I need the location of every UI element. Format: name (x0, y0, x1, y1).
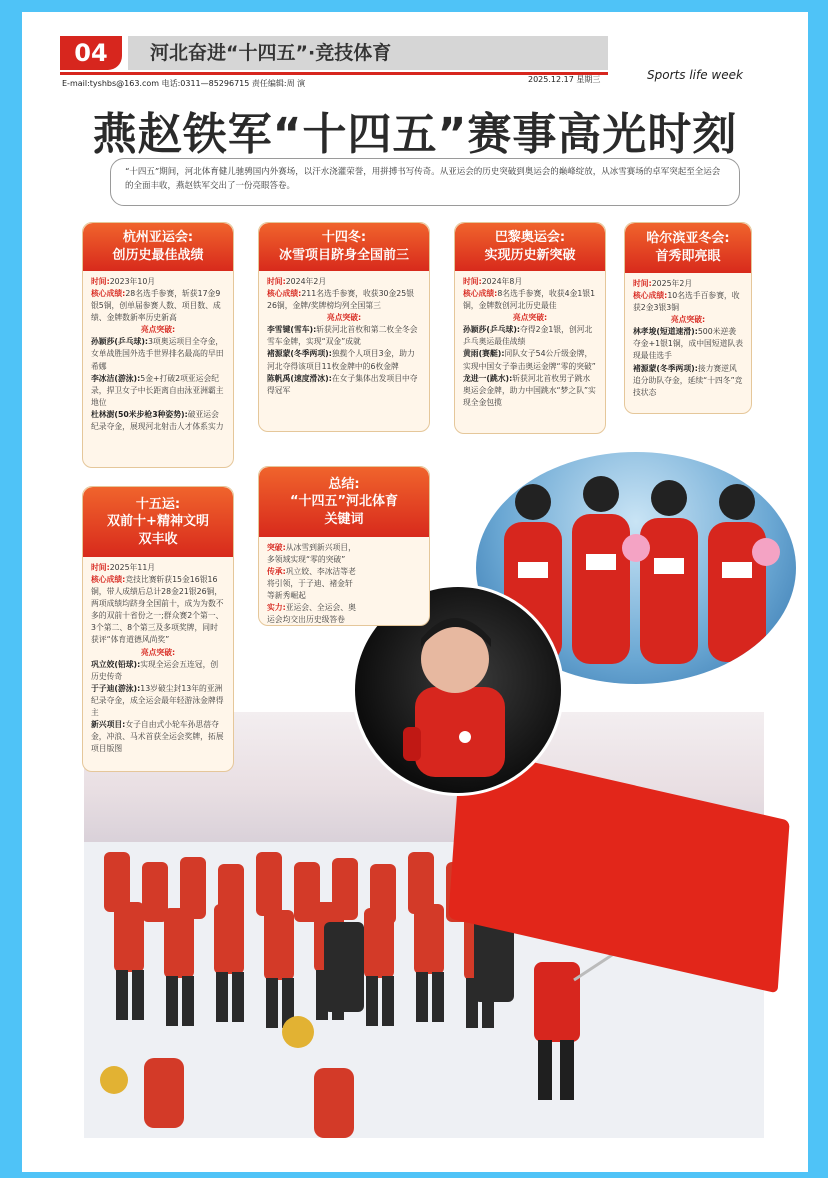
line-text: 斩获河北首枚和第二枚全冬会雪车金牌，实现“双金”成就 (267, 325, 418, 347)
line-text: 5金+打破2项亚运会纪录，捍卫女子中长距离自由泳亚洲霸主地位 (91, 373, 224, 407)
line-text: 8名选手参赛，收获4金1银1铜，金牌数创河北历史最佳 (463, 289, 596, 311)
line-label: 时间: (633, 279, 652, 288)
card-header (625, 223, 751, 273)
card-title-1: 总结: (328, 476, 360, 492)
athlete-name: 孙颖莎(乒乓球): (463, 325, 521, 335)
card-title-2: 实现历史新突破 (484, 248, 576, 263)
athlete-name: 巩立姣(铅球): (91, 659, 141, 669)
line-text: 从冰雪到新兴项目，多领域实现“零的突破” (267, 543, 356, 565)
athlete-name: 褚源蒙(冬季两项): (633, 363, 698, 373)
line-text: 3项奥运项目全夺金，女单战胜国外选手世界排名最高的早田希娜 (91, 337, 224, 371)
line-text: 接力赛逆风追分助队夺金，延续“十四冬”竞技状态 (633, 363, 743, 397)
line-label: 核心成绩: (463, 289, 498, 299)
line-label: 时间: (91, 563, 110, 572)
athlete-name: 褚源蒙(冬季两项): (267, 349, 332, 359)
line-text: 2025年2月 (651, 279, 693, 288)
line-label: 实力: (267, 603, 286, 613)
line-text: 巩立姣、李冰洁等老将引领，于子迪、褚金轩等新秀崛起 (267, 567, 356, 601)
athlete-name: 杜林澍(50米步枪3种姿势): (91, 409, 188, 419)
card-15th-games (82, 486, 234, 772)
card-content (83, 557, 233, 760)
card-title-1: 杭州亚运会: (122, 230, 194, 246)
card-title-1: 十五运: (135, 496, 181, 512)
card-header (83, 487, 233, 557)
card-content (83, 271, 233, 438)
card-header (455, 223, 605, 271)
line-label: 核心成绩: (267, 289, 302, 299)
card-paris (454, 222, 606, 434)
line-text: 斩获河北首枚男子跳水奥运会金牌，助力中国跳水“梦之队”实现全金包揽 (463, 373, 596, 407)
line-label: 核心成绩: (91, 289, 126, 299)
highlight-heading: 亮点突破: (512, 313, 548, 323)
line-label: 传承: (267, 567, 286, 577)
intro-paragraph: “十四五”期间，河北体育健儿驰骋国内外赛场，以汗水浇灌荣誉，用拼搏书写传奇。从亚运会的历史突破到奥运会的巅峰绽放，从冰雪赛场的卓军突起至全运会的全面丰收，燕赵铁军交出了一份亮眼答卷。 (110, 158, 740, 206)
card-14th-winter (258, 222, 430, 432)
line-label: 核心成绩: (633, 291, 668, 301)
card-hangzhou (82, 222, 234, 468)
athlete-name: 陈帆禹(速度滑冰): (267, 373, 332, 383)
line-text: 女子自由式小轮车孙思蓓夺金，冲浪、马术首获全运会奖牌，拓展项目版图 (91, 720, 224, 754)
athlete-name: 李雪键(雪车): (267, 325, 317, 335)
line-text: 500米逆袭夺金+1银1铜，成中国短道队表现最佳选手 (633, 327, 744, 361)
line-text: 实现全运会五连冠，创历史传奇 (91, 659, 219, 681)
athlete-name: 于子迪(游泳): (91, 683, 141, 693)
line-text: 夺得2金1银，创河北乒乓奥运最佳战绩 (463, 325, 593, 347)
line-text: 竞技比赛斩获15金16银16铜，带人成绩后总计28金21银26铜，两项成绩均跻身全国前十，成为为数不多的双前十省份之一;群众赛2个第一、3个第二、8个第三及多项奖牌，同时获评“体育道德风尚奖” (91, 575, 224, 645)
section-title: 河北奋进“十四五”·竞技体育 (128, 36, 608, 70)
line-text: 2024年2月 (285, 277, 327, 286)
line-label: 突破: (267, 543, 286, 552)
card-content (259, 537, 429, 626)
card-title-3: 关键词 (324, 511, 364, 527)
line-label: 时间: (91, 277, 110, 286)
page-headline: 燕赵铁军“十四五”赛事高光时刻 (92, 109, 738, 160)
line-label: 时间: (463, 277, 482, 286)
card-title-2: 冰雪项目跻身全国前三 (278, 248, 409, 263)
athlete-name: 孙颖莎(乒乓球): (91, 337, 149, 347)
page-number: 04 (60, 36, 122, 70)
line-text: 2025年11月 (109, 563, 156, 572)
highlight-heading: 亮点突破: (140, 325, 176, 335)
line-text: 亚运会、全运会、奥运会均交出历史级答卷 (267, 603, 356, 625)
card-title-2: “十四五”河北体育 (289, 494, 399, 510)
card-title-1: 哈尔滨亚冬会: (646, 231, 730, 247)
highlight-heading: 亮点突破: (326, 313, 362, 323)
athlete-name: 林孝埈(短道速滑): (633, 327, 698, 337)
card-header (83, 223, 233, 271)
logo-english: Sports life week (647, 68, 743, 82)
line-label: 时间: (267, 277, 286, 286)
line-text: 2024年8月 (481, 277, 523, 286)
highlight-heading: 亮点突破: (140, 647, 176, 657)
card-title-1: 十四冬: (321, 230, 367, 246)
header-divider (60, 72, 608, 75)
line-text: 10名选手百参赛，收获2金3银3铜 (633, 291, 740, 313)
card-harbin (624, 222, 752, 414)
card-content (625, 273, 751, 404)
card-title-2: 首秀即亮眼 (655, 249, 721, 264)
editor-meta: E-mail:tyshbs@163.com 电话:0311—85296715 责任编辑:周 演 (62, 79, 306, 88)
card-title-1: 巴黎奥运会: (494, 230, 566, 246)
line-text: 破亚运会纪录夺金，展现河北射击人才体系实力 (91, 409, 224, 431)
line-text: 独揽个人项目3金，助力河北夺得该项目11枚金牌中的6枚金牌 (267, 349, 415, 371)
line-text: 28名选手参赛，斩获17金9银5铜，创单届参赛人数、项目数、成绩、金牌数新率历史新高 (91, 289, 221, 323)
card-title-3: 双丰收 (138, 531, 178, 547)
athlete-name: 黄雨(赛艇): (463, 349, 505, 359)
line-text: 13岁破尘封13年的亚洲纪录夺金，成全运会最年轻游泳金牌得主 (91, 683, 224, 717)
card-summary (258, 466, 430, 626)
card-header (259, 223, 429, 271)
athlete-name: 新兴项目: (91, 720, 126, 730)
line-label: 核心成绩: (91, 575, 126, 585)
card-content (455, 271, 605, 414)
line-text: 2023年10月 (109, 277, 156, 286)
athlete-name: 李冰洁(游泳): (91, 373, 141, 383)
card-title-2: 创历史最佳战绩 (112, 248, 204, 263)
newspaper-logo (620, 32, 790, 66)
card-title-2: 双前十+精神文明 (107, 514, 209, 530)
highlight-heading: 亮点突破: (670, 315, 706, 325)
card-content (259, 271, 429, 402)
line-text: 在女子集体出发项目中夺得冠军 (267, 373, 418, 395)
athlete-name: 龙进一(跳水): (463, 373, 513, 383)
line-text: 同队女子54公斤级金牌，实现中国女子拳击奥运金牌“零的突破” (463, 349, 596, 371)
issue-date: 2025.12.17 星期三 (528, 75, 601, 84)
line-text: 211名选手参赛，收获30金25银26铜，金牌/奖牌榜均列全国第三 (267, 289, 415, 311)
card-header (259, 467, 429, 537)
